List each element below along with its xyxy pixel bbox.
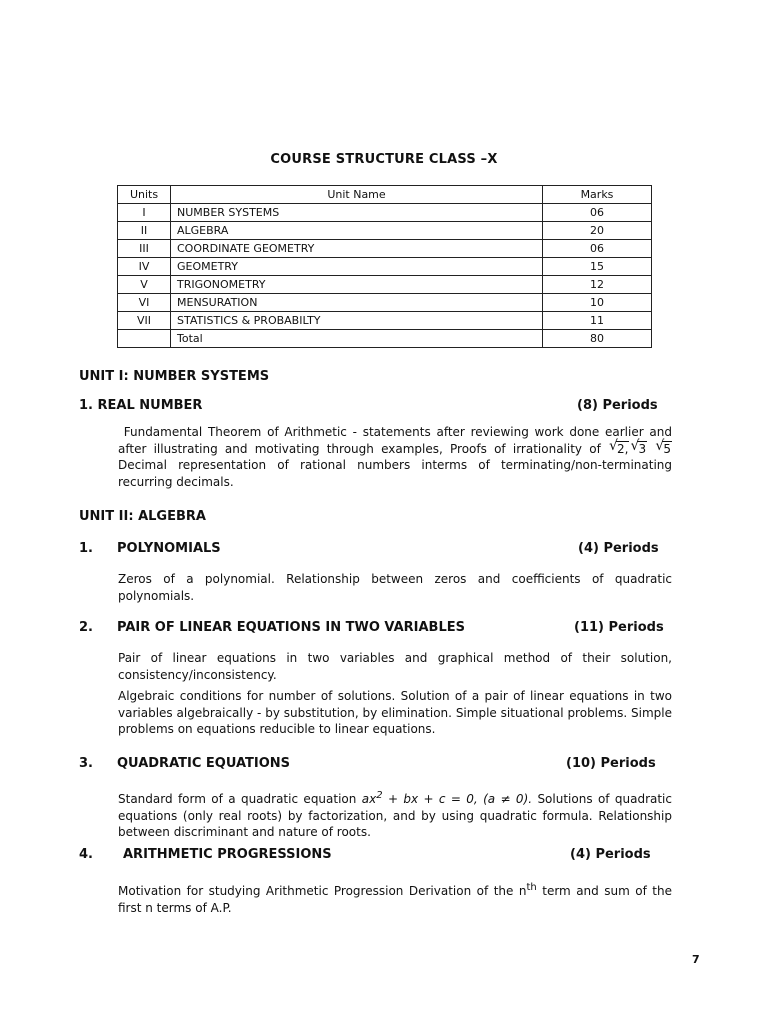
- unit-marks: 06: [543, 240, 652, 258]
- sqrt-5-symbol: √ 5: [655, 437, 671, 456]
- unit-name: STATISTICS & PROBABILTY: [171, 312, 543, 330]
- unit-1-heading: UNIT I: NUMBER SYSTEMS: [79, 369, 270, 384]
- unit-name: GEOMETRY: [171, 258, 543, 276]
- unit-number: [118, 330, 171, 348]
- table-row: [118, 204, 652, 222]
- page-title: COURSE STRUCTURE CLASS –X: [270, 152, 498, 167]
- unit-2-heading: UNIT II: ALGEBRA: [79, 509, 206, 524]
- real-number-text-b: Decimal representation of rational numbers interms of terminating/non-terminating recurring decimals.: [118, 458, 672, 489]
- header-unit-name: Unit Name: [171, 186, 543, 204]
- unit-number: VII: [118, 312, 171, 330]
- quadratic-equations-description: [118, 788, 672, 841]
- table-row: [118, 276, 652, 294]
- table-total-row: [118, 330, 652, 348]
- table-row: [118, 240, 652, 258]
- quadratic-equations-periods: (10) Periods: [566, 756, 656, 771]
- header-units: Units: [118, 186, 171, 204]
- linear-equations-title: PAIR OF LINEAR EQUATIONS IN TWO VARIABLES: [117, 620, 465, 635]
- real-number-description: [118, 424, 672, 490]
- unit-number: III: [118, 240, 171, 258]
- arithmetic-progressions-periods: (4) Periods: [570, 847, 651, 862]
- sqrt-3-symbol: √ 3: [630, 437, 647, 456]
- polynomials-periods: (4) Periods: [578, 541, 659, 556]
- course-structure-table: [117, 185, 652, 348]
- quadratic-equation: $ax^2$ + bx + c = 0, (a ≠ 0).: [361, 790, 533, 806]
- unit-name: ALGEBRA: [171, 222, 543, 240]
- linear-equations-description-2: Algebraic conditions for number of solutions. Solution of a pair of linear equations in two variables algebraically - by substitution, by elimination. Simple situational problems. Simple problems on equations reducible to linear equations.: [118, 689, 672, 736]
- unit-number: IV: [118, 258, 171, 276]
- linear-equations-description-1: Pair of linear equations in two variables and graphical method of their solution, consistency/inconsistency.: [118, 651, 672, 682]
- sqrt-2-symbol: √ 2,: [609, 437, 629, 456]
- unit-name: TRIGONOMETRY: [171, 276, 543, 294]
- arithmetic-progressions-number: 4.: [79, 847, 93, 862]
- polynomials-number: 1.: [79, 541, 93, 556]
- total-label: Total: [171, 330, 543, 348]
- polynomials-title: POLYNOMIALS: [117, 541, 221, 556]
- table-row: [118, 258, 652, 276]
- table-header-row: [118, 186, 652, 204]
- unit-number: I: [118, 204, 171, 222]
- quadratic-text-b: Solutions of quadratic equations (only real roots) by factorization, and by using quadratic formula. Relationship between discriminant and nature of roots.: [118, 792, 672, 839]
- quadratic-equations-number: 3.: [79, 756, 93, 771]
- page-number: 7: [692, 953, 700, 966]
- polynomials-description: Zeros of a polynomial. Relationship between zeros and coefficients of quadratic polynomials.: [118, 572, 672, 603]
- unit-name: NUMBER SYSTEMS: [171, 204, 543, 222]
- unit-name: MENSURATION: [171, 294, 543, 312]
- real-number-title: 1. REAL NUMBER: [79, 398, 203, 413]
- real-number-text-a: Fundamental Theorem of Arithmetic - statements after reviewing work done earlier and after illustrating and motivating through examples, Proofs of irrationality of: [118, 425, 672, 456]
- unit-number: II: [118, 222, 171, 240]
- unit-number: V: [118, 276, 171, 294]
- quadratic-text-a: Standard form of a quadratic equation: [118, 792, 357, 806]
- unit-marks: 12: [543, 276, 652, 294]
- total-marks: 80: [543, 330, 652, 348]
- unit-marks: 11: [543, 312, 652, 330]
- unit-marks: 10: [543, 294, 652, 312]
- unit-number: VI: [118, 294, 171, 312]
- real-number-periods: (8) Periods: [577, 398, 658, 413]
- linear-equations-number: 2.: [79, 620, 93, 635]
- unit-marks: 20: [543, 222, 652, 240]
- unit-marks: 06: [543, 204, 652, 222]
- unit-marks: 15: [543, 258, 652, 276]
- table-row: [118, 312, 652, 330]
- table-row: [118, 294, 652, 312]
- quadratic-equations-title: QUADRATIC EQUATIONS: [117, 756, 291, 771]
- linear-equations-periods: (11) Periods: [574, 620, 664, 635]
- table-row: [118, 222, 652, 240]
- header-marks: Marks: [543, 186, 652, 204]
- arithmetic-progressions-title: ARITHMETIC PROGRESSIONS: [123, 847, 332, 862]
- unit-name: COORDINATE GEOMETRY: [171, 240, 543, 258]
- arithmetic-progressions-description: Motivation for studying Arithmetic Progression Derivation of the $n^{th}$ term and sum of the first n terms of A.P.: [118, 882, 673, 915]
